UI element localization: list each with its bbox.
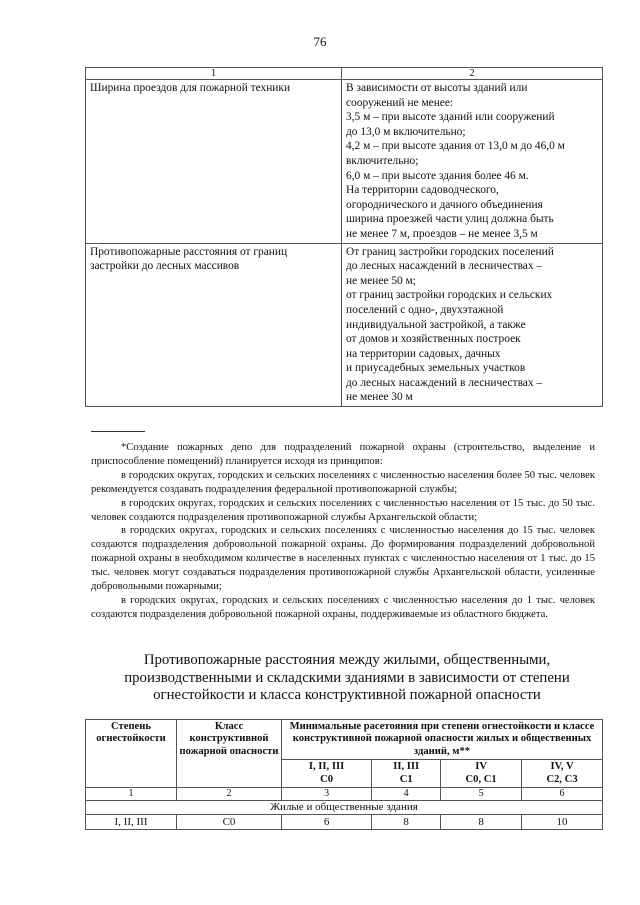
text-line: 4,2 м – при высоте здания от 13,0 м до 46,0 м [346, 140, 565, 153]
cell-distance: 8 [372, 815, 441, 830]
text-line: 6,0 м – при высоте здания более 46 м. [346, 169, 529, 182]
subheader-degree: IV [475, 761, 488, 773]
cell-distance: 6 [282, 815, 372, 830]
group-row [86, 801, 603, 815]
subheader-degree: II, III [393, 761, 420, 773]
text-line: от границ застройки городских и сельских [346, 289, 553, 302]
column-number: 2 [177, 788, 282, 801]
text-line: до 13,0 м включительно; [346, 125, 466, 138]
subheader-class: С0 [320, 773, 334, 785]
column-number: 5 [441, 788, 522, 801]
header-min-distances: Минимальные расетояния при степени огнестойкости и классе конструктивной пожарной опасности жилых и общественных зданий, м** [282, 720, 603, 760]
footnote-paragraph: в городских округах, городских и сельских поселениях с численностью населения до 1 тыс. человек создаются подразделения добровольной пожарной охраны, поддерживаемые из областного бюджета. [91, 594, 595, 620]
header-degree: Степень огнестойкости [86, 720, 177, 788]
footnote-paragraph: в городских округах, городских и сельских поселениях с численностью населения более 50 тыс. человек рекомендуется создавать подразделения федеральной противопожарной службы; [91, 469, 595, 495]
subheader-cell [522, 760, 603, 788]
subheader-class: С2, С3 [546, 773, 578, 785]
column-number: 2 [342, 68, 603, 80]
page-number: 76 [313, 34, 327, 49]
group-label: Жилые и общественные здания [86, 801, 603, 815]
text-line: индивидуальной застройкой, а также [346, 318, 526, 331]
header-class: Класс конструктивной пожарной опасности [177, 720, 282, 788]
subheader-degree: I, II, III [308, 761, 345, 773]
subheader-cell [282, 760, 372, 788]
text-line: до лесных насаждений в лесничествах – [346, 260, 543, 273]
footnote-separator [91, 431, 145, 432]
subheader-degree: IV, V [550, 761, 574, 773]
text-line: 3,5 м – при высоте зданий или сооружений [346, 111, 555, 124]
footnote-paragraph: в городских округах, городских и сельских поселениях с численностью населения от 15 тыс. до 50 тыс. человек создаются подразделения противопожарной службы Архангельской области; [91, 497, 595, 523]
text-line: до лесных насаждений в лесничествах – [346, 376, 543, 389]
text-line: ширина проезжей части улиц должна быть [346, 213, 554, 226]
section-title: Противопожарные расстояния между жилыми, общественными, производственными и складскими зданиями в зависимости от степени огнестойкости и класса конструктивной пожарной опасности [124, 652, 570, 703]
requirement-name [86, 243, 342, 407]
table-header-row [86, 720, 603, 760]
cell-degree: I, II, III [86, 815, 177, 830]
text-line: не менее 30 м [346, 391, 413, 404]
subheader-class: С0, С1 [465, 773, 497, 785]
requirement-name: Ширина проездов для пожарной техники [86, 80, 342, 244]
subheader-cell [441, 760, 522, 788]
subheader-cell [372, 760, 441, 788]
text-line: На территории садоводческого, [346, 184, 499, 197]
text-line: включительно; [346, 154, 419, 167]
subheader-class: С1 [399, 773, 413, 785]
text-line: на территории садовых, дачных [346, 347, 501, 360]
text-line: не менее 7 м, проездов – не менее 3,5 м [346, 227, 538, 240]
text-line: От границ застройки городских поселений [346, 245, 554, 258]
text-line: Противопожарные расстояния от границ [90, 245, 288, 258]
column-number: 6 [522, 788, 603, 801]
footnote-paragraph: в городских округах, городских и сельских поселениях с численностью населения до 15 тыс. человек создаются подразделения добровольной пожарной охраны. До формирования подразделений добровольной пожарной охраны в необходимом количестве в населенных пунктах с численностью населения от 1 тыс. до 15 тыс. человек могут создаваться подразделения противопожарной службы Архангельской области, усиленные добровольными пожарными; [91, 525, 595, 593]
requirement-value [342, 80, 603, 244]
table-row [86, 243, 603, 407]
fire-distance-table [85, 719, 603, 830]
column-number-row [86, 788, 603, 801]
text-line: сооружений не менее: [346, 96, 454, 109]
cell-distance: 10 [522, 815, 603, 830]
text-line: В зависимости от высоты зданий или [346, 82, 528, 94]
footnote [91, 441, 595, 622]
table-row [86, 815, 603, 830]
cell-class: С0 [177, 815, 282, 830]
table-row [86, 80, 603, 244]
cell-distance: 8 [441, 815, 522, 830]
table-header-row [86, 68, 603, 80]
column-number: 1 [86, 68, 342, 80]
text-line: огороднического и дачного объединения [346, 198, 543, 211]
text-line: не менее 50 м; [346, 274, 416, 287]
footnote-paragraph: *Создание пожарных депо для подразделений пожарной охраны (строительство, выделение и приспособление помещений) планируется исходя из принципов: [91, 442, 595, 467]
text-line: от домов и хозяйственных построек [346, 333, 521, 346]
text-line: поселений с одно-, двухэтажной [346, 303, 504, 316]
requirement-value [342, 243, 603, 407]
requirements-table [85, 67, 603, 407]
column-number: 1 [86, 788, 177, 801]
text-line: застройки до лесных массивов [90, 260, 240, 273]
text-line: и приусадебных земельных участков [346, 362, 526, 375]
column-number: 4 [372, 788, 441, 801]
column-number: 3 [282, 788, 372, 801]
